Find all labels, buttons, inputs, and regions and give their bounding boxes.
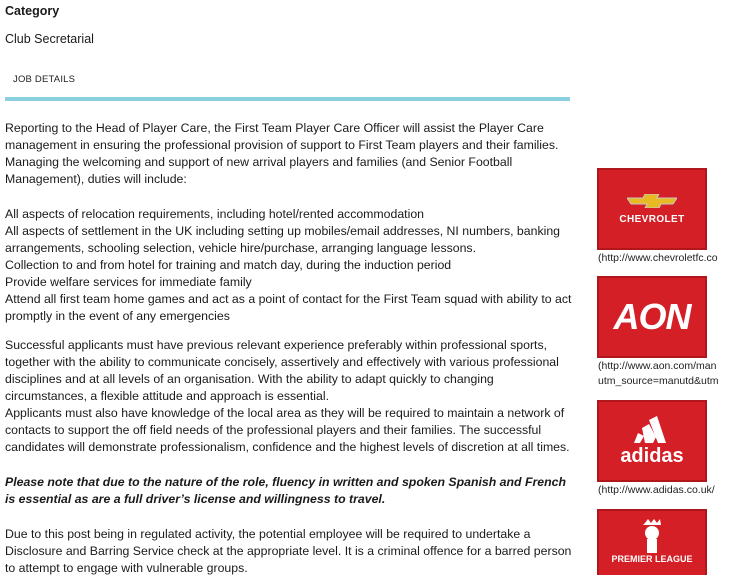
chevrolet-bowtie-icon [627, 194, 677, 208]
tab-job-details[interactable]: JOB DETAILS [13, 74, 76, 85]
sponsor-link[interactable]: (http://www.chevroletfc.co [598, 252, 718, 264]
sponsor-link[interactable]: (http://www.aon.com/man [598, 360, 717, 372]
requirement-line: Applicants must also have knowledge of the local area as they will be required to maintain a network of [5, 406, 565, 420]
sponsor-link[interactable]: (http://www.adidas.co.uk/ [598, 484, 715, 496]
chevrolet-logo[interactable] [597, 168, 707, 250]
premier-league-lion-icon [639, 519, 665, 555]
requirement-line: candidates will demonstrate professionalism, confidence and the highest levels of discretion at all times. [5, 440, 570, 454]
duty-line: promptly in the event of any emergencies [5, 309, 230, 323]
duty-line: Provide welfare services for immediate family [5, 275, 252, 289]
intro-line: management in ensuring the professional provision of support to First Team players and their families. [5, 138, 559, 152]
requirement-line: disciplines and at all levels of an organisation. With the ability to adapt quickly to changing [5, 372, 494, 386]
note-line: Please note that due to the nature of the role, fluency in written and spoken Spanish and French [5, 475, 566, 489]
job-description [5, 120, 573, 575]
sponsor-name: PREMIER LEAGUE [611, 554, 693, 564]
requirement-line: contacts to support the off field needs of the professional players and their families. The successful [5, 423, 542, 437]
duty-line: Attend all first team home games and act as a point of contact for the First Team squad with ability to act [5, 292, 572, 306]
duty-line: Collection to and from hotel for training and match day, during the induction period [5, 258, 452, 272]
duty-line: arrangements, schooling selection, vehicle hire/purchase, arranging language lessons. [5, 241, 476, 255]
adidas-logo[interactable] [597, 400, 707, 482]
intro-line: Management), duties will include: [5, 172, 187, 186]
sponsor-name: adidas [620, 444, 684, 467]
requirement-line: circumstances, a flexible attitude and approach is essential. [5, 389, 329, 403]
tab-underline [5, 97, 570, 101]
sponsor-name: AON [613, 296, 691, 337]
duty-line: All aspects of relocation requirements, including hotel/rented accommodation [5, 207, 425, 221]
intro-line: Reporting to the Head of Player Care, the First Team Player Care Officer will assist the Player Care [5, 121, 544, 135]
aon-logo[interactable] [597, 276, 707, 358]
category-label: Category [5, 4, 60, 18]
note-line: is essential as are a full driver’s license and willingness to travel. [5, 492, 386, 506]
regulated-line: to attempt to engage with vulnerable groups. [5, 561, 248, 575]
duty-line: All aspects of settlement in the UK including setting up mobiles/email addresses, NI numbers, banking [5, 224, 561, 238]
requirement-line: Successful applicants must have previous relevant experience preferably within professional sports, [5, 338, 548, 352]
sponsor-link[interactable]: utm_source=manutd&utm [598, 375, 719, 387]
category-value: Club Secretarial [5, 32, 94, 46]
regulated-line: Due to this post being in regulated activity, the potential employee will be required to undertake a [5, 527, 531, 541]
intro-line: Managing the welcoming and support of new arrival players and families (and Senior Football [5, 155, 513, 169]
premier-league-logo[interactable] [597, 509, 707, 575]
adidas-stripes-icon [632, 415, 672, 443]
regulated-line: Disclosure and Barring Service check at the appropriate level. It is a criminal offence for a barred person [5, 544, 572, 558]
requirement-line: together with the ability to communicate concisely, assertively and effectively with various professional [5, 355, 559, 369]
sponsor-name: CHEVROLET [619, 213, 685, 225]
